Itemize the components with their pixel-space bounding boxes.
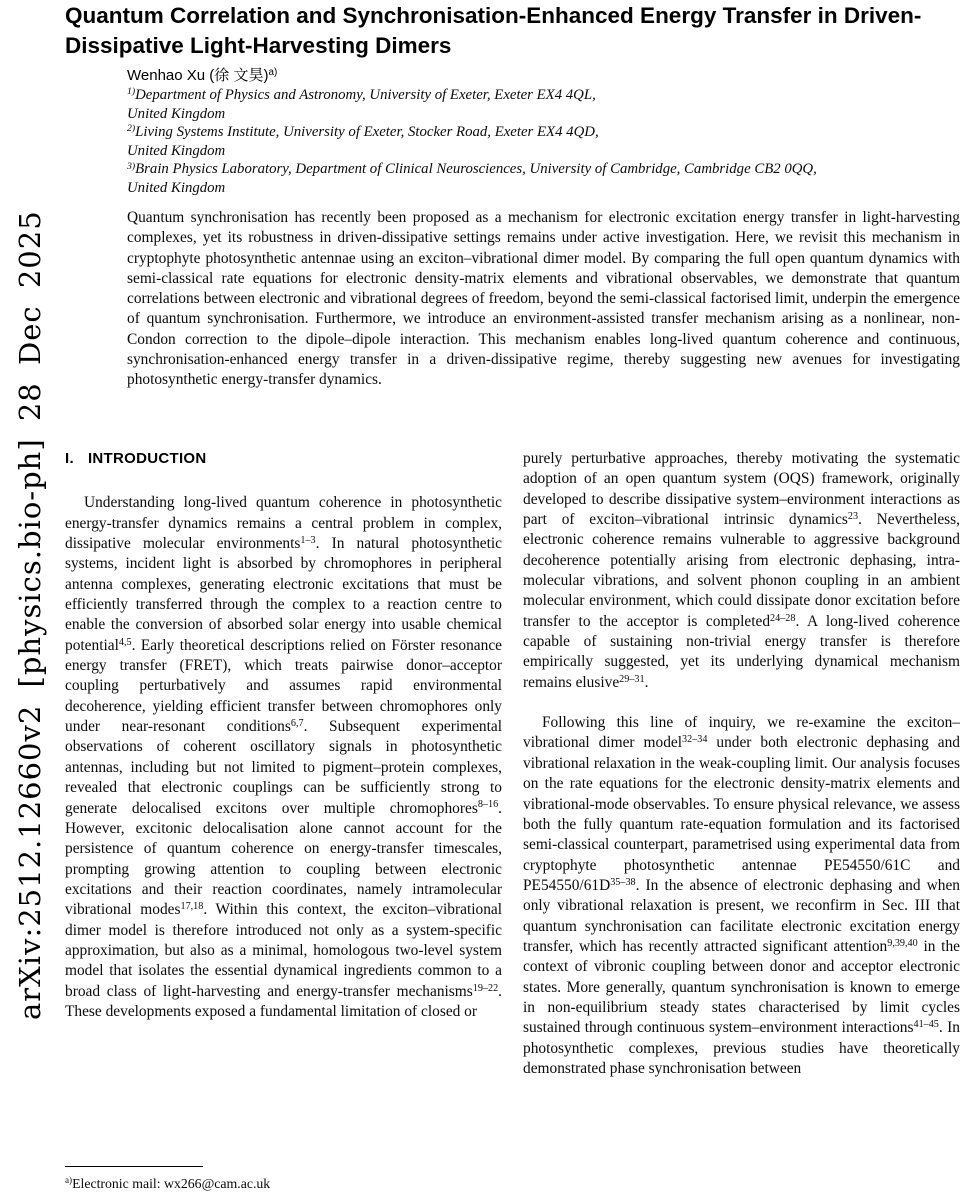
affiliation-list xyxy=(127,86,960,198)
intro-paragraph-1: Understanding long-lived quantum coherence in photosynthetic energy-transfer dynamics remains a central problem in complex, dissipative molecular environments$^{1-3}$. In natural photosynthetic systems, incident light is absorbed by chromophores in peripheral antenna complexes, generating electronic excitations that must be efficiently transferred through the complex to a reaction centre to enable the conversion of absorbed solar energy into usable chemical potential$^{4,5}$. Early theoretical descriptions relied on Förster resonance energy transfer (FRET), which treats pairwise donor–acceptor coupling perturbatively and assumes rapid environmental decoherence, yielding efficient transfer between chromophores only under near-resonant conditions$^{6,7}$. Subsequent experimental observations of coherent oscillatory signals in photosynthetic antennas, including but not limited to pigment–protein complexes, revealed that electronic couplings can be sufficiently strong to generate delocalised excitons over multiple chromophores$^{8-16}$. However, excitonic delocalisation alone cannot account for the persistence of quantum coherence on energy-transfer timescales, prompting growing attention to coupling between electronic excitations and their reaction coordinates, namely intramolecular vibrational modes$^{17,18}$. Within this context, the exciton–vibrational dimer model is therefore introduced not only as a system-specific approximation, but also as a minimal, homologous two-level system model that isolates the essential dynamical ingredients common to a broad class of light-harvesting and energy-transfer mechanisms$^{19-22}$. These developments exposed a fundamental limitation of closed or xyxy=(65,494,502,1020)
affiliation-2-line2: United Kingdom xyxy=(127,142,226,159)
left-column xyxy=(65,449,502,1127)
affiliation-3 xyxy=(127,160,960,197)
footnote-email: $^{a)}$Electronic mail: wx266@cam.ac.uk xyxy=(65,1175,271,1191)
affiliation-2 xyxy=(127,123,960,160)
affiliation-1-line2: United Kingdom xyxy=(127,105,226,122)
affiliation-3-line2: United Kingdom xyxy=(127,179,226,196)
paper-title: Quantum Correlation and Synchronisation-Enhanced Energy Transfer in Driven-Dissipative Light-Harvesting Dimers xyxy=(65,3,922,58)
affiliation-3-line1: $^{3)}$Brain Physics Laboratory, Department of Clinical Neurosciences, University of Cambridge, Cambridge CB2 0QQ, xyxy=(127,160,817,178)
right-column xyxy=(523,449,960,1200)
affiliation-1-line1: $^{1)}$Department of Physics and Astronomy, University of Exeter, Exeter EX4 4QL, xyxy=(127,86,596,103)
intro-paragraph-2: Following this line of inquiry, we re-examine the exciton–vibrational dimer model$^{32-34}$ under both electronic dephasing and vibrational relaxation in the weak-coupling limit. Our analysis focuses on the rate equations for the electronic density-matrix elements and vibrational-mode observables. To ensure physical relevance, we assess both the fully quantum rate-equation formulation and its factorised semi-classical counterpart, parametrised using experimental data from cryptophyte photosynthetic antennae PE54550/61C and $PE54550/61D^{35-38}$. In the absence of electronic dephasing and when only vibrational relaxation is present, we reconfirm in Sec. III that quantum synchronisation can facilitate electronic excitation energy transfer, which has recently attracted significant attention$^{9,39,40}$ in the context of vibronic coupling between donor and acceptor electronic states. More generally, quantum synchronisation is known to emerge in non-equilibrium steady states characterised by limit cycles sustained through continuous system–environment interactions$^{41-45}$. In photosynthetic complexes, previous studies have theoretically demonstrated phase synchronisation between xyxy=(523,714,960,1077)
author-name: Wenhao Xu (徐 文昊)$^{a)}$ xyxy=(127,67,278,84)
section-number: I. xyxy=(65,450,74,467)
footnote-rule xyxy=(65,1166,203,1167)
abstract: Quantum synchronisation has recently been proposed as a mechanism for electronic excitation energy transfer in light-harvesting complexes, yet its robustness in driven-dissipative settings remains under active investigation. Here, we revisit this mechanism in cryptophyte photosynthetic antennae using an exciton–vibrational dimer model. By comparing the full open quantum dynamics with semi-classical rate equations for electronic density-matrix elements and vibrational observables, we demonstrate that quantum correlations between electronic and vibrational degrees of freedom, beyond the semi-classical factorised limit, underpin the emergence of quantum synchronisation. Furthermore, we introduce an environment-assisted transfer mechanism arising as a nonlinear, non-Condon correction to the dipole–dipole interaction. This mechanism enables long-lived quantum coherence and continuous, synchronisation-enhanced energy transfer in a driven-dissipative regime, thereby suggesting new avenues for investigating photosynthetic energy-transfer dynamics. xyxy=(127,209,960,389)
arxiv-watermark: arXiv:2512.12660v2 [physics.bio-ph] 28 Dec 2025 xyxy=(13,210,47,1020)
affiliation-2-line1: $^{2)}$Living Systems Institute, University of Exeter, Stocker Road, Exeter EX4 4QD, xyxy=(127,123,599,141)
section-heading-introduction xyxy=(65,449,502,469)
intro-paragraph-1-continued: purely perturbative approaches, thereby motivating the systematic adoption of an open quantum system (OQS) framework, originally developed to describe dissipative system–environment interactions as part of exciton–vibrational intrinsic dynamics$^{23}$. Nevertheless, electronic coherence remains vulnerable to aggressive background decoherence potentially arising from electronic dephasing, intra-molecular vibrations, and solvent phonon coupling in an ambient molecular environment, which could dissipate donor excitation before transfer to the acceptor is completed$^{24-28}$. A long-lived coherence capable of sustaining non-trivial energy transfer is therefore empirically suggested, yet its underlying dynamical mechanism remains elusive$^{29-31}$. xyxy=(523,450,960,691)
affiliation-1 xyxy=(127,86,960,123)
section-title: INTRODUCTION xyxy=(87,450,207,467)
